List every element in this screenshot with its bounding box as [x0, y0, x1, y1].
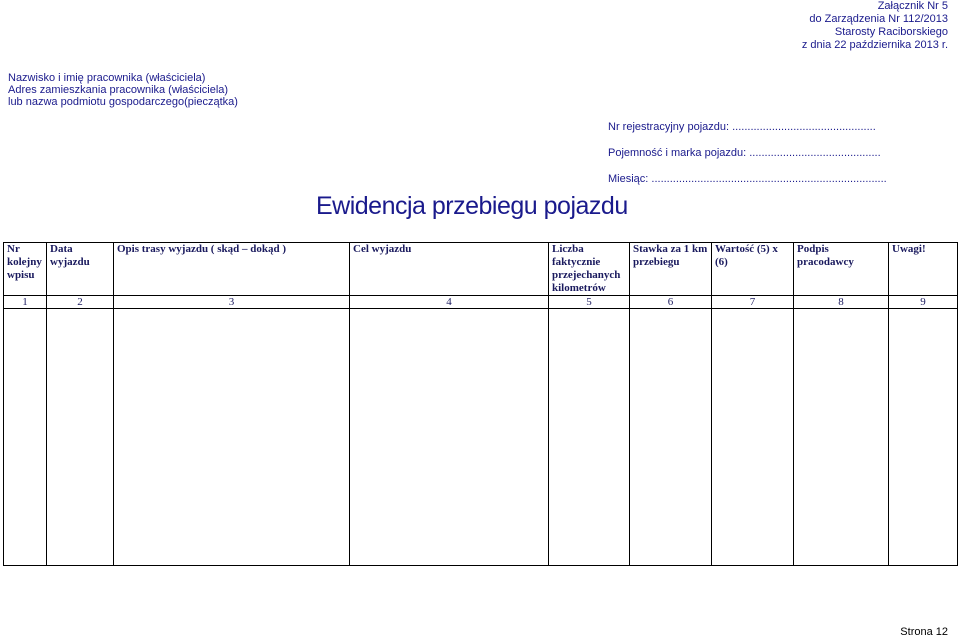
annex-authority: Starosty Raciborskiego [834, 26, 948, 38]
entry-cell [114, 309, 350, 566]
entry-cell [549, 309, 630, 566]
header-employer-signature: Podpis pracodawcy [794, 243, 889, 296]
vehicle-block [608, 121, 887, 199]
header-route-description: Opis trasy wyjazdu ( skąd – dokąd ) [114, 243, 350, 296]
header-trip-purpose: Cel wyjazdu [350, 243, 549, 296]
header-departure-date: Data wyjazdu [47, 243, 114, 296]
column-number: 7 [712, 296, 794, 309]
annex-order: do Zarządzenia Nr 112/2013 [809, 13, 948, 25]
entry-area-row [4, 309, 958, 566]
capacity-brand-field: Pojemność i marka pojazdu: ........................................... [608, 147, 881, 159]
entry-cell [794, 309, 889, 566]
annex-reference [802, 0, 948, 52]
entry-cell [47, 309, 114, 566]
entry-cell [630, 309, 712, 566]
column-number: 3 [114, 296, 350, 309]
registration-field: Nr rejestracyjny pojazdu: ............................................... [608, 121, 876, 133]
column-number: 6 [630, 296, 712, 309]
header-kilometers: Liczba faktycznie przejechanych kilometrów [549, 243, 630, 296]
page-number: Strona 12 [900, 626, 948, 638]
column-number-row [4, 296, 958, 309]
owner-company-label: lub nazwa podmiotu gospodarczego(pieczątka) [8, 96, 238, 108]
entry-cell [889, 309, 958, 566]
owner-name-label: Nazwisko i imię pracownika (właściciela) [8, 72, 206, 84]
mileage-log-table [3, 242, 958, 566]
annex-number: Załącznik Nr 5 [877, 0, 948, 12]
month-field: Miesiąc: ............................................................................. [608, 173, 887, 185]
document-title: Ewidencja przebiegu pojazdu [316, 192, 628, 220]
annex-date: z dnia 22 października 2013 r. [801, 39, 948, 51]
owner-block [8, 72, 238, 108]
column-number: 1 [4, 296, 47, 309]
column-number: 8 [794, 296, 889, 309]
owner-address-label: Adres zamieszkania pracownika (właściciela) [8, 84, 229, 96]
table-header-row [4, 243, 958, 296]
header-rate-per-km: Stawka za 1 km przebiegu [630, 243, 712, 296]
column-number: 9 [889, 296, 958, 309]
header-value: Wartość (5) x (6) [712, 243, 794, 296]
column-number: 4 [350, 296, 549, 309]
column-number: 5 [549, 296, 630, 309]
header-remarks: Uwagi! [889, 243, 958, 296]
header-entry-number: Nr kolejny wpisu [4, 243, 47, 296]
entry-cell [350, 309, 549, 566]
column-number: 2 [47, 296, 114, 309]
entry-cell [4, 309, 47, 566]
entry-cell [712, 309, 794, 566]
